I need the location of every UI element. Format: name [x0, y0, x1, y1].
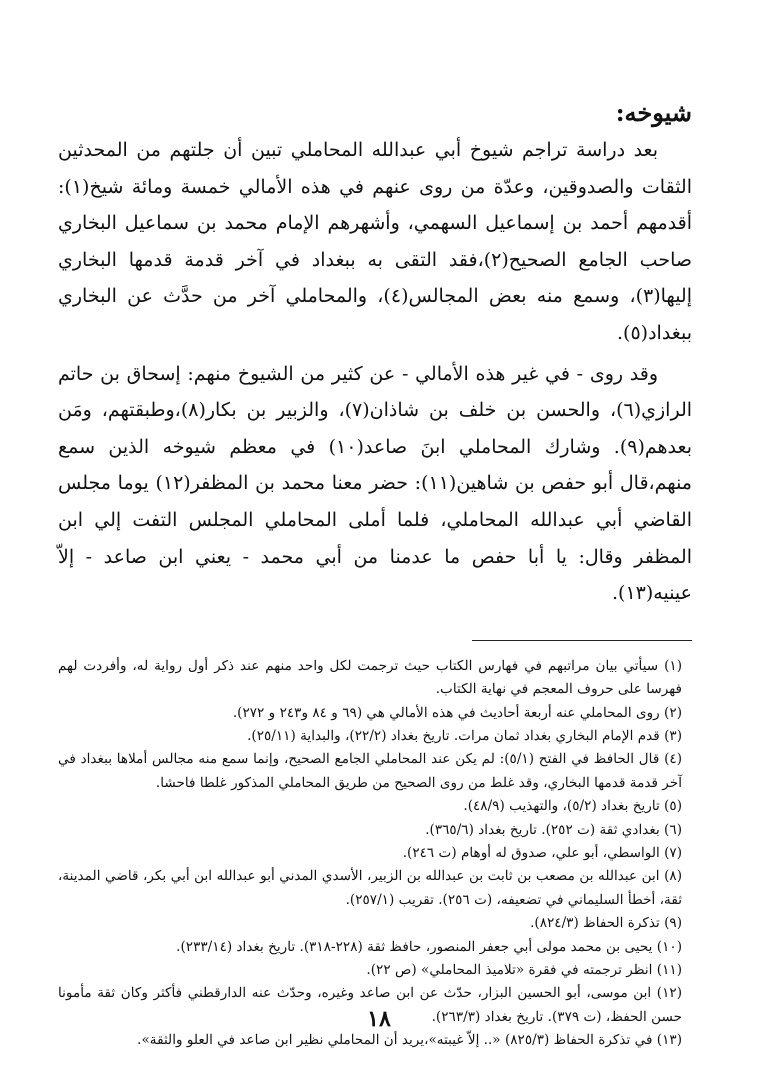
footnote-13: (١٣) في تذكرة الحفاظ (٨٢٥/٣) «.. إلاّ غيبته»،يريد أن المحاملي نظير ابن صاعد في العلو والثقة».: [137, 1032, 682, 1049]
footnote-11: (١١) انظر ترجمته في فقرة «تلاميذ المحاملي» (ص ٢٢).: [366, 962, 682, 978]
footnote-2: (٢) روى المحاملي عنه أربعة أحاديث في هذه الأمالي هي (٦٩ و ٨٤ و٢٤٣ و ٢٧٢).: [232, 704, 682, 721]
footnote-7: (٧) الواسطي، أبو علي، صدوق له أوهام (ت ٢٤٦).: [402, 844, 682, 861]
footnote-1: (١) سيأتي بيان مراتبهم في فهارس الكتاب حيث ترجمت لكل واحد منهم عند ذكر أول رواية له، وأفردت لهم فهرسا على حروف المعجم في نهاية الكتاب.: [58, 657, 682, 698]
paragraph-2: وقد روى - في غير هذه الأمالي - عن كثير من الشيوخ منهم: إسحاق بن حاتم الرازي(٦)، والحسن بن خلف بن شاذان(٧)، والزبير بن بكار(٨)،وطبقتهم، ومَن بعدهم(٩). وشارك المحاملي ابنَ صاعد(١٠) في معظم شيوخه الذين سمع منهم،قال أبو حفص بن شاهين(١١): حضر معنا محمد بن المظفر(١٢) يوما مجلس القاضي أبي عبدالله المحاملي، فلما أملى المحاملي المجلس التفت إلي ابن المظفر وقال: يا أبا حفص ما عدمنا من أبي محمد - يعني ابن صاعد - إلاّ عينيه(١٣).: [58, 362, 693, 605]
main-text: [58, 132, 692, 612]
page-number: ١٨: [367, 1006, 391, 1032]
footnote-10: (١٠) يحيى بن محمد مولى أبي جعفر المنصور، حافظ ثقة (٢٢٨-٣١٨). تاريخ بغداد (٢٣٣/١٤).: [176, 938, 682, 955]
footnote-12: (١٢) ابن موسى، أبو الحسين البزار، حدّث عن ابن صاعد وغيره، وحدّث عنه الدارقطني فأكثر وكان ثقة مأمونا حسن الحفظ، (ت ٣٧٩). تاريخ بغداد (٢٦٣/٣).: [58, 985, 682, 1025]
footnote-8: (٨) ابن عبدالله بن مصعب بن ثابت بن عبدالله بن الزبير، الأسدي المدني أبو عبدالله ابن أبي بكر، قاضي المدينة، ثقة، أخطأ السليماني في تضعيفه، (ت ٢٥٦). تقريب (٢٥٧/١).: [58, 868, 682, 908]
footnote-5: (٥) تاريخ بغداد (٥/٢)، والتهذيب (٤٨/٩).: [463, 798, 682, 815]
footnote-3: (٣) قدم الإمام البخاري بغداد ثمان مرات. تاريخ بغداد (٢٢/٢)، والبداية (٢٥/١١).: [247, 727, 682, 744]
section-heading: شيوخه:: [615, 98, 692, 127]
footnote-9: (٩) تذكرة الحفاظ (٨٢٤/٣).: [530, 915, 682, 932]
footnote-6: (٦) بغدادي ثقة (ت ٢٥٢). تاريخ بغداد (٣٦٥/٦).: [425, 821, 682, 838]
footnote-4: (٤) قال الحافظ في الفتح (٥/١): لم يكن عند المحاملي الجامع الصحيح، وإنما سمع منه مجالس أملاها ببغداد في آخر قدمة قدمها البخاري، وقد غلط من روى الصحيح من طريق المحاملي المذكور غلطا فاحشا.: [58, 751, 683, 791]
paragraph-1: بعد دراسة تراجم شيوخ أبي عبدالله المحاملي تبين أن جلتهم من المحدثين الثقات والصدوقين، وعدّة من روى عنهم في هذه الأمالي خمسة ومائة شيخ(١): أقدمهم أحمد بن إسماعيل السهمي، وأشهرهم الإمام محمد بن سماعيل البخاري صاحب الجامع الصحيح(٢)،فقد التقى به ببغداد في آخر قدمة قدمها البخاري إليها(٣)، وسمع منه بعض المجالس(٤)، والمحاملي آخر من حدَّث عن البخاري ببغداد(٥).: [58, 139, 692, 344]
footnotes: [58, 655, 692, 1053]
footnote-separator: [472, 640, 692, 641]
